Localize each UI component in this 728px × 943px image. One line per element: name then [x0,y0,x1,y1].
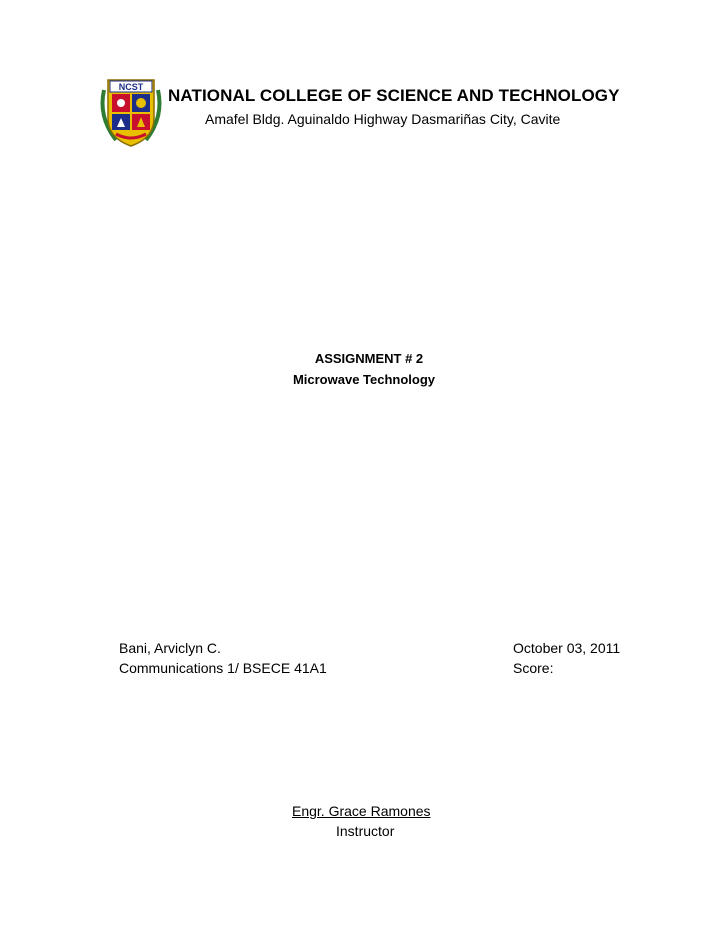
student-name: Bani, Arviclyn C. [119,640,221,656]
assignment-title: ASSIGNMENT # 2 [314,351,424,366]
instructor-role: Instructor [336,823,395,839]
student-course: Communications 1/ BSECE 41A1 [119,660,327,676]
school-name: NATIONAL COLLEGE OF SCIENCE AND TECHNOLOGY [168,86,620,105]
submission-date: October 03, 2011 [513,640,621,656]
school-seal-logo [96,72,166,152]
assignment-subject: Microwave Technology [292,372,436,387]
svg-text:NCST: NCST [118,82,144,92]
instructor-name: Engr. Grace Ramones [292,803,431,819]
school-address: Amafel Bldg. Aguinaldo Highway Dasmariñas City, Cavite [205,111,561,127]
score-label: Score: [513,660,554,676]
